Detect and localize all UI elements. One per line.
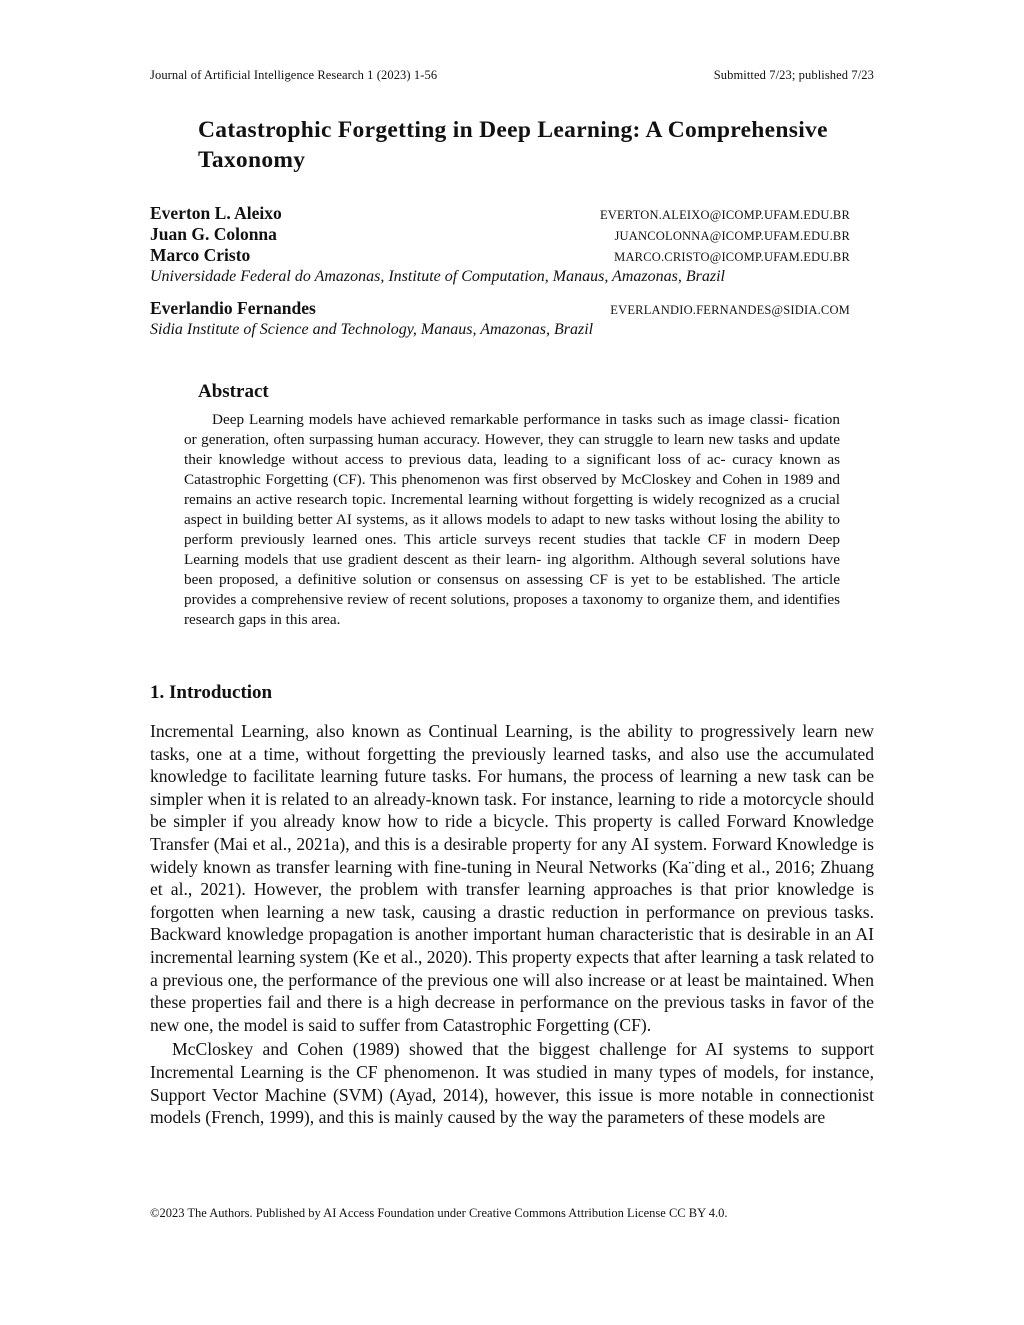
introduction-body bbox=[150, 720, 874, 1129]
paragraph: McCloskey and Cohen (1989) showed that the biggest challenge for AI systems to support Incremental Learning is the CF phenomenon. It was studied in many types of models, for instance, Support Vector Machine (SVM) (Ayad, 2014), however, this issue is more notable in connectionist models (French, 1999), and this is mainly caused by the way the parameters of these models are bbox=[150, 1039, 874, 1128]
author-name: Everton L. Aleixo bbox=[150, 203, 282, 223]
author-row bbox=[150, 224, 850, 245]
paper-title: Catastrophic Forgetting in Deep Learning: A Comprehensive Taxonomy bbox=[198, 117, 828, 173]
affiliation: Sidia Institute of Science and Technology, Manaus, Amazonas, Brazil bbox=[150, 321, 594, 338]
section-heading: 1. Introduction bbox=[150, 682, 273, 703]
paragraph: Incremental Learning, also known as Continual Learning, is the ability to progressively learn new tasks, one at a time, without forgetting the previously learned tasks, and also use the accumulated knowledge to facilitate learning future tasks. For humans, the process of learning a new task can be simpler when it is related to an already-known task. For instance, learning to ride a motorcycle should be simpler if you already know how to ride a bicycle. This property is called Forward Knowledge Transfer (Mai et al., 2021a), and this is a desirable property for any AI system. Forward Knowledge is widely known as transfer learning with fine-tuning in Neural Networks (Ka¨ding et al., 2016; Zhuang et al., 2021). However, the problem with transfer learning approaches is that prior knowledge is forgotten when learning a new task, causing a drastic reduction in performance on previous tasks. Backward knowledge propagation is another important human characteristic that is desirable in an AI incremental learning system (Ke et al., 2020). This property expects that after learning a task related to a previous one, the performance of the previous one will also increase or at least be maintained. When these properties fail and there is a high decrease in performance on the previous tasks in favor of the new one, the model is said to suffer from Catastrophic Forgetting (CF). bbox=[150, 721, 874, 1035]
author-row bbox=[150, 298, 850, 319]
running-head bbox=[150, 68, 874, 83]
author-email: MARCO.CRISTO@ICOMP.UFAM.EDU.BR bbox=[614, 250, 850, 264]
author-row bbox=[150, 245, 850, 266]
author-email: EVERLANDIO.FERNANDES@SIDIA.COM bbox=[610, 303, 850, 317]
author-name: Everlandio Fernandes bbox=[150, 298, 316, 318]
author-name: Juan G. Colonna bbox=[150, 224, 277, 244]
author-row bbox=[150, 203, 850, 224]
author-name: Marco Cristo bbox=[150, 245, 251, 265]
author-email: JUANCOLONNA@ICOMP.UFAM.EDU.BR bbox=[614, 229, 850, 243]
journal-citation: Journal of Artificial Intelligence Research 1 (2023) 1-56 bbox=[150, 68, 438, 82]
abstract-heading: Abstract bbox=[198, 381, 269, 402]
submission-dates: Submitted 7/23; published 7/23 bbox=[713, 68, 874, 82]
copyright-footer: ©2023 The Authors. Published by AI Access Foundation under Creative Commons Attribution License CC BY 4.0. bbox=[150, 1206, 728, 1220]
author-block-1 bbox=[150, 203, 850, 287]
author-block-2 bbox=[150, 298, 850, 340]
abstract-text: Deep Learning models have achieved remarkable performance in tasks such as image classi- fication or generation, often surpassing human accuracy. However, they can struggle to learn new tasks and update their knowledge without access to previous data, leading to a significant loss of ac- curacy known as Catastrophic Forgetting (CF). This phenomenon was first observed by McCloskey and Cohen in 1989 and remains an active research topic. Incremental learning without forgetting is widely recognized as a crucial aspect in building better AI systems, as it allows models to adapt to new tasks without losing the ability to perform previously learned ones. This article surveys recent studies that tackle CF in modern Deep Learning models that use gradient descent as their learn- ing algorithm. Although several solutions have been proposed, a definitive solution or consensus on assessing CF is yet to be established. The article provides a comprehensive review of recent solutions, proposes a taxonomy to organize them, and identifies research gaps in this area. bbox=[184, 411, 840, 628]
author-email: EVERTON.ALEIXO@ICOMP.UFAM.EDU.BR bbox=[599, 208, 850, 222]
affiliation: Universidade Federal do Amazonas, Institute of Computation, Manaus, Amazonas, Brazil bbox=[150, 268, 725, 285]
